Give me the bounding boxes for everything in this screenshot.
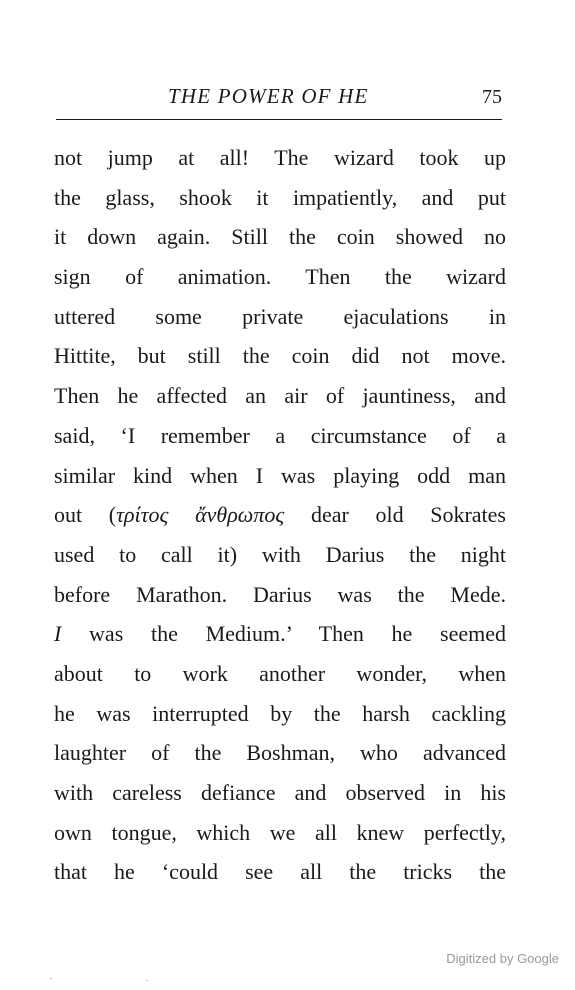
text-segment: out (	[54, 502, 117, 528]
text-line: before Marathon. Darius was the Mede.	[54, 581, 506, 607]
text-line: said, ‘I remember a circumstance of a	[54, 422, 506, 448]
text-line: that he ‘could see all the tricks the	[54, 859, 506, 885]
text-line: the glass, shook it impatiently, and put	[54, 184, 506, 210]
body-text	[54, 138, 506, 892]
text-line: laughter of the Boshman, who advanced	[54, 740, 506, 766]
page-number: 75	[482, 86, 502, 108]
digitized-watermark: Digitized by Google	[446, 951, 559, 966]
text-line: he was interrupted by the harsh cackling	[54, 700, 506, 726]
text-line: it down again. Still the coin showed no	[54, 224, 506, 250]
scan-speck	[146, 980, 148, 981]
italic-word: I	[54, 621, 62, 647]
header-rule	[56, 119, 502, 120]
running-title: THE POWER OF HE	[168, 84, 369, 108]
text-line	[54, 614, 506, 654]
page-header	[56, 84, 506, 110]
text-line	[54, 495, 506, 535]
text-line: used to call it) with Darius the night	[54, 541, 506, 567]
text-line: Hittite, but still the coin did not move.	[54, 343, 506, 369]
text-segment: was the Medium.’ Then he seemed	[61, 621, 506, 647]
text-line: sign of animation. Then the wizard	[54, 264, 506, 290]
text-line: own tongue, which we all knew perfectly,	[54, 819, 506, 845]
text-line: about to work another wonder, when	[54, 660, 506, 686]
text-line: Then he affected an air of jauntiness, and	[54, 383, 506, 409]
text-line: similar kind when I was playing odd man	[54, 462, 506, 488]
text-line: with careless defiance and observed in his	[54, 780, 506, 805]
text-line: uttered some private ejaculations in	[54, 303, 506, 329]
greek-phrase: τρίτος ἄνθρωπος	[116, 502, 285, 528]
text-line: not jump at all! The wizard took up	[54, 145, 506, 170]
text-segment: dear old Sokrates	[284, 502, 506, 528]
scan-speck	[50, 978, 52, 979]
